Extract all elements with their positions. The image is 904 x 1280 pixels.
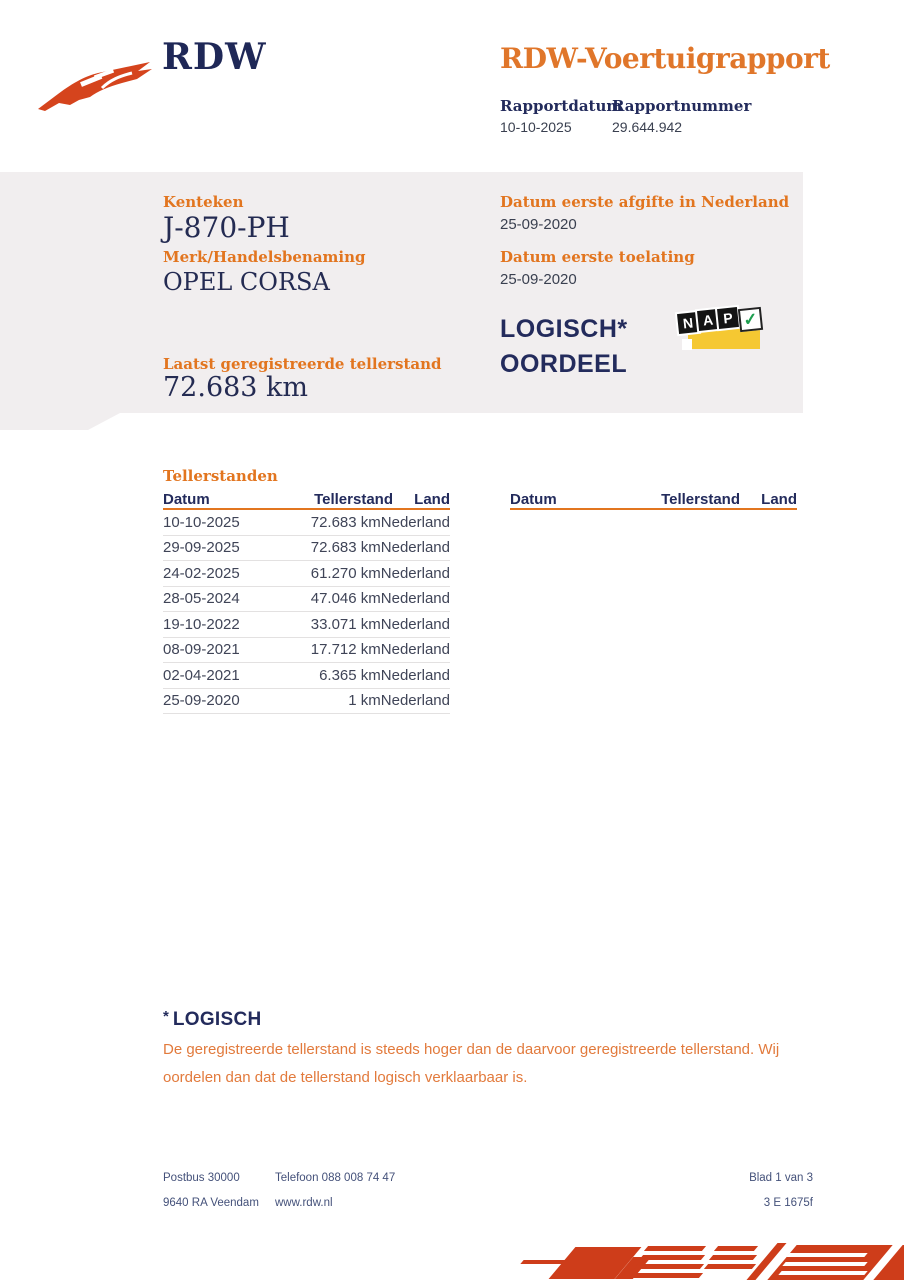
document-title: RDW-Voertuigrapport xyxy=(500,42,830,75)
kenteken-value: J-870-PH xyxy=(163,211,290,244)
report-number-label: Rapportnummer xyxy=(612,97,752,115)
cell-tellerstand: 61.270 km xyxy=(310,564,381,582)
cell-tellerstand: 33.071 km xyxy=(310,615,381,633)
footer-website: www.rdw.nl xyxy=(275,1197,333,1209)
cell-land: Nederland xyxy=(380,513,450,531)
cell-datum: 25-09-2020 xyxy=(163,692,240,710)
merk-label: Merk/Handelsbenaming xyxy=(163,248,366,266)
footer-address-line2: 9640 RA Veendam xyxy=(163,1197,259,1209)
laatste-tellerstand-label: Laatst geregistreerde tellerstand xyxy=(163,355,442,373)
table-row xyxy=(163,536,450,562)
cell-datum: 24-02-2025 xyxy=(163,564,240,582)
cell-land: Nederland xyxy=(380,564,450,582)
cell-land: Nederland xyxy=(380,590,450,608)
oordeel-line1: LOGISCH* xyxy=(500,315,628,343)
cell-datum: 19-10-2022 xyxy=(163,615,240,633)
header-land: Land xyxy=(761,491,797,508)
laatste-tellerstand-value: 72.683 km xyxy=(163,372,309,403)
cell-datum: 29-09-2025 xyxy=(163,539,240,557)
footer-page-indicator: Blad 1 van 3 xyxy=(749,1172,813,1184)
cell-land: Nederland xyxy=(380,539,450,557)
table-header-row xyxy=(510,486,797,510)
oordeel-line2: OORDEEL xyxy=(500,350,628,378)
table-row xyxy=(163,689,450,715)
footnote-text: De geregistreerde tellerstand is steeds hoger dan de daarvoor geregistreerde tellerstand. Wij oordelen dan dat de tellerstand logisch verklaarbaar is. xyxy=(163,1041,780,1086)
footnote-asterisk: * xyxy=(163,1008,169,1025)
cell-tellerstand: 72.683 km xyxy=(310,513,381,531)
footer-address-line1: Postbus 30000 xyxy=(163,1172,240,1184)
tellerstanden-section-title: Tellerstanden xyxy=(163,467,278,485)
cell-land: Nederland xyxy=(380,641,450,659)
table-row xyxy=(163,612,450,638)
cell-datum: 10-10-2025 xyxy=(163,513,240,531)
table-row xyxy=(163,561,450,587)
nap-logo xyxy=(676,306,766,354)
cell-datum: 02-04-2021 xyxy=(163,666,240,684)
cell-tellerstand: 17.712 km xyxy=(310,641,381,659)
afgifte-label: Datum eerste afgifte in Nederland xyxy=(500,193,790,211)
footnote-title: LOGISCH xyxy=(172,1009,262,1030)
nap-check-icon: ✓ xyxy=(738,307,763,332)
header-datum: Datum xyxy=(510,491,557,508)
bottom-decor-graphic xyxy=(500,1243,904,1280)
rdw-swoosh-logo xyxy=(36,52,154,116)
nap-letter-n: N xyxy=(677,312,699,334)
cell-datum: 28-05-2024 xyxy=(163,590,240,608)
report-number-value: 29.644.942 xyxy=(612,119,683,135)
afgifte-value: 25-09-2020 xyxy=(500,216,577,233)
cell-land: Nederland xyxy=(380,692,450,710)
toelating-value: 25-09-2020 xyxy=(500,271,577,288)
nap-letter-p: P xyxy=(717,307,739,329)
tellerstanden-table-2 xyxy=(510,486,797,510)
header-tellerstand: Tellerstand xyxy=(661,491,740,508)
kenteken-label: Kenteken xyxy=(163,193,244,211)
cell-tellerstand: 6.365 km xyxy=(319,666,381,684)
cell-tellerstand: 72.683 km xyxy=(310,539,381,557)
header-datum: Datum xyxy=(163,491,210,508)
toelating-label: Datum eerste toelating xyxy=(500,248,695,266)
tellerstanden-rows xyxy=(163,510,450,714)
footnote-heading xyxy=(163,1008,262,1031)
table-row xyxy=(163,638,450,664)
table-row xyxy=(163,663,450,689)
cell-tellerstand: 47.046 km xyxy=(310,590,381,608)
merk-value: OPEL CORSA xyxy=(163,268,330,296)
cell-tellerstand: 1 km xyxy=(348,692,381,710)
tellerstanden-table xyxy=(163,486,450,714)
cell-datum: 08-09-2021 xyxy=(163,641,240,659)
report-date-value: 10-10-2025 xyxy=(500,119,572,135)
header-land: Land xyxy=(414,491,450,508)
report-date-label: Rapportdatum xyxy=(500,97,623,115)
brand-wordmark: RDW xyxy=(162,36,267,78)
nap-white-notch xyxy=(682,339,692,350)
header-tellerstand: Tellerstand xyxy=(314,491,393,508)
cell-land: Nederland xyxy=(380,615,450,633)
cell-land: Nederland xyxy=(380,666,450,684)
footer-form-code: 3 E 1675f xyxy=(763,1197,813,1209)
table-header-row xyxy=(163,486,450,510)
oordeel-text xyxy=(500,312,628,382)
nap-letter-a: A xyxy=(697,309,719,331)
footer-phone: Telefoon 088 008 74 47 xyxy=(275,1172,396,1184)
table-row xyxy=(163,510,450,536)
table-row xyxy=(163,587,450,613)
